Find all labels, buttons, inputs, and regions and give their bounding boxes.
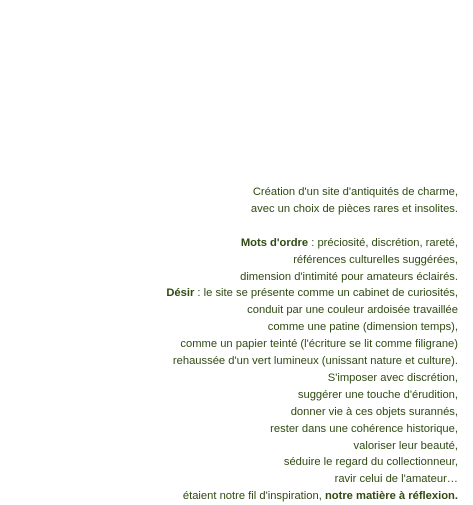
- paragraph-spacer: [18, 218, 458, 235]
- desir-line: conduit par une couleur ardoisée travaillée: [247, 304, 458, 317]
- desir-line: S'imposer avec discrétion,: [327, 371, 458, 384]
- desir-line: [18, 285, 458, 302]
- mots-ordre-line: [18, 235, 458, 252]
- intro-line: Création d'un site d'antiquités de charme,: [252, 186, 458, 198]
- desir-line: comme un papier teinté (l'écriture se lit comme filigrane): [180, 338, 458, 351]
- desir-line: valoriser leur beauté,: [353, 439, 458, 452]
- closing-text: étaient notre fil d'inspiration,: [182, 490, 325, 503]
- desir-text: : le site se présente comme un cabinet de curiosités,: [194, 287, 458, 300]
- closing-bold-text: notre matière à réflexion.: [324, 490, 458, 503]
- desir-line: comme une patine (dimension temps),: [267, 321, 458, 334]
- desir-line: rehaussée d'un vert lumineux (unissant nature et culture).: [172, 355, 458, 368]
- desir-line: ravir celui de l'amateur…: [334, 473, 458, 486]
- desir-line: suggérer une touche d'érudition,: [297, 388, 458, 401]
- mots-ordre-text: : préciosité, discrétion, rareté,: [308, 236, 458, 249]
- desir-line: séduire le regard du collectionneur,: [283, 456, 458, 469]
- mots-ordre-line: références culturelles suggérées,: [293, 253, 458, 266]
- desir-line: donner vie à ces objets surannés,: [290, 405, 458, 418]
- desir-line: rester dans une cohérence historique,: [270, 422, 458, 435]
- intro-line: avec un choix de pièces rares et insolites.: [250, 202, 458, 215]
- project-description: [18, 184, 458, 505]
- closing-line: [18, 488, 458, 505]
- mots-ordre-line: dimension d'intimité pour amateurs éclairés.: [240, 270, 458, 283]
- mots-ordre-label: Mots d'ordre: [240, 236, 309, 249]
- desir-label: Désir: [166, 287, 195, 300]
